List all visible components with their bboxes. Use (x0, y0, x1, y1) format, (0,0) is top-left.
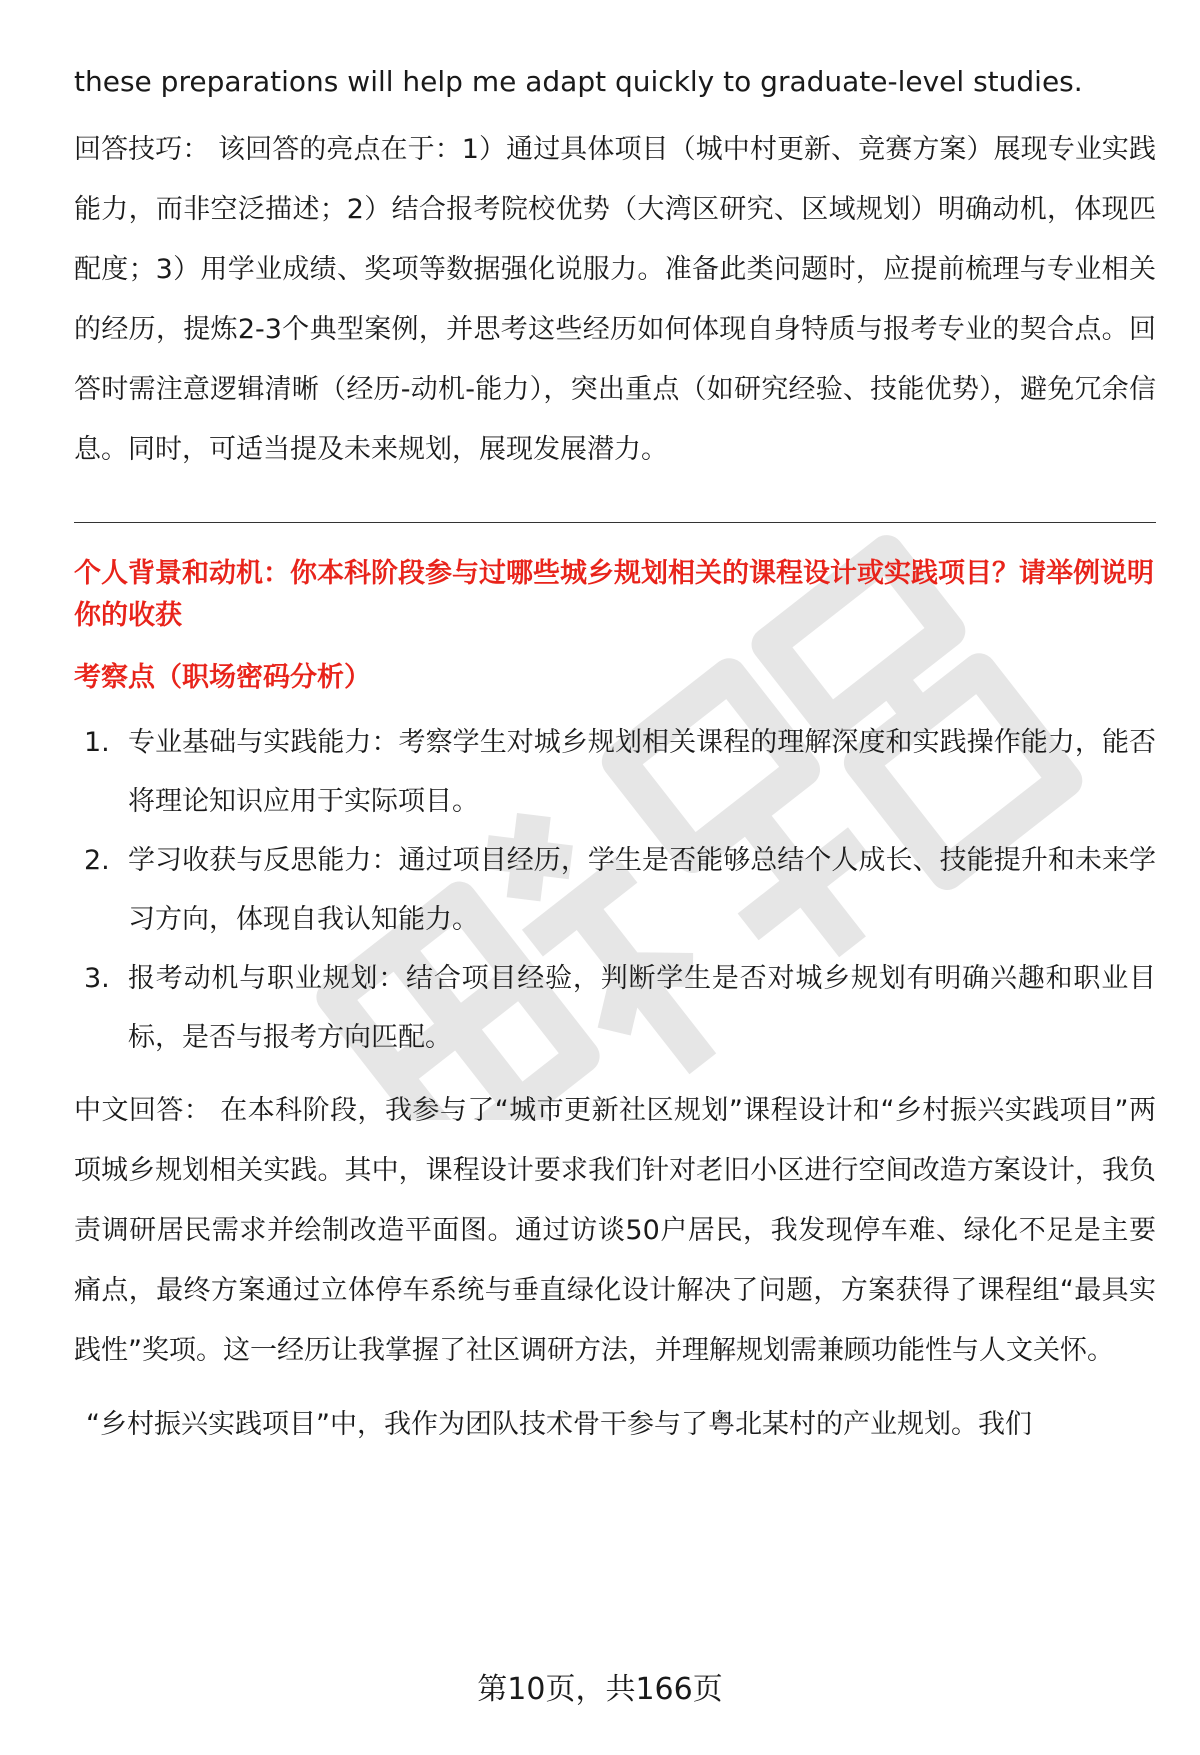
list-item-number: 2. (84, 845, 110, 876)
list-item-number: 3. (84, 963, 110, 994)
list-item (74, 949, 1156, 1067)
continuation-paragraph: “乡村振兴实践项目”中，我作为团队技术骨干参与了粤北某村的产业规划。我们 (86, 1409, 1032, 1440)
list-item-text: 报考动机与职业规划：结合项目经验，判断学生是否对城乡规划有明确兴趣和职业目标，是否与报考方向匹配。 (128, 963, 1156, 1053)
intro-english-line: these preparations will help me adapt quickly to graduate-level studies. (74, 65, 1083, 98)
list-item (74, 713, 1156, 831)
focus-points-list (74, 713, 1156, 1067)
question-heading: 个人背景和动机：你本科阶段参与过哪些城乡规划相关的课程设计或实践项目？请举例说明你的收获 (74, 558, 1154, 631)
main-content (74, 52, 1156, 1455)
answer-tips-paragraph: 回答技巧： 该回答的亮点在于：1）通过具体项目（城中村更新、竞赛方案）展现专业实践能力，而非空泛描述；2）结合报考院校优势（大湾区研究、区域规划）明确动机，体现匹配度；3）用学业成绩、奖项等数据强化说服力。准备此类问题时，应提前梳理与专业相关的经历，提炼2-3个典型案例，并思考这些经历如何体现自身特质与报考专业的契合点。回答时需注意逻辑清晰（经历-动机-能力），突出重点（如研究经验、技能优势），避免冗余信息。同时，可适当提及未来规划，展现发展潜力。 (74, 134, 1156, 465)
chinese-answer-paragraph: 中文回答： 在本科阶段，我参与了“城市更新社区规划”课程设计和“乡村振兴实践项目”两项城乡规划相关实践。其中，课程设计要求我们针对老旧小区进行空间改造方案设计，我负责调研居民需求并绘制改造平面图。通过访谈50户居民，我发现停车难、绿化不足是主要痛点，最终方案通过立体停车系统与垂直绿化设计解决了问题，方案获得了课程组“最具实践性”奖项。这一经历让我掌握了社区调研方法，并理解规划需兼顾功能性与人文关怀。 (74, 1095, 1156, 1366)
list-item-text: 学习收获与反思能力：通过项目经历，学生是否能够总结个人成长、技能提升和未来学习方向，体现自我认知能力。 (128, 845, 1156, 935)
list-item-text: 专业基础与实践能力：考察学生对城乡规划相关课程的理解深度和实践操作能力，能否将理论知识应用于实际项目。 (128, 727, 1156, 817)
page-number-footer: 第10页，共166页 (477, 1672, 723, 1707)
list-item-number: 1. (84, 727, 110, 758)
list-item (74, 831, 1156, 949)
section-divider (74, 522, 1156, 523)
focus-heading: 考察点（职场密码分析） (74, 662, 371, 693)
